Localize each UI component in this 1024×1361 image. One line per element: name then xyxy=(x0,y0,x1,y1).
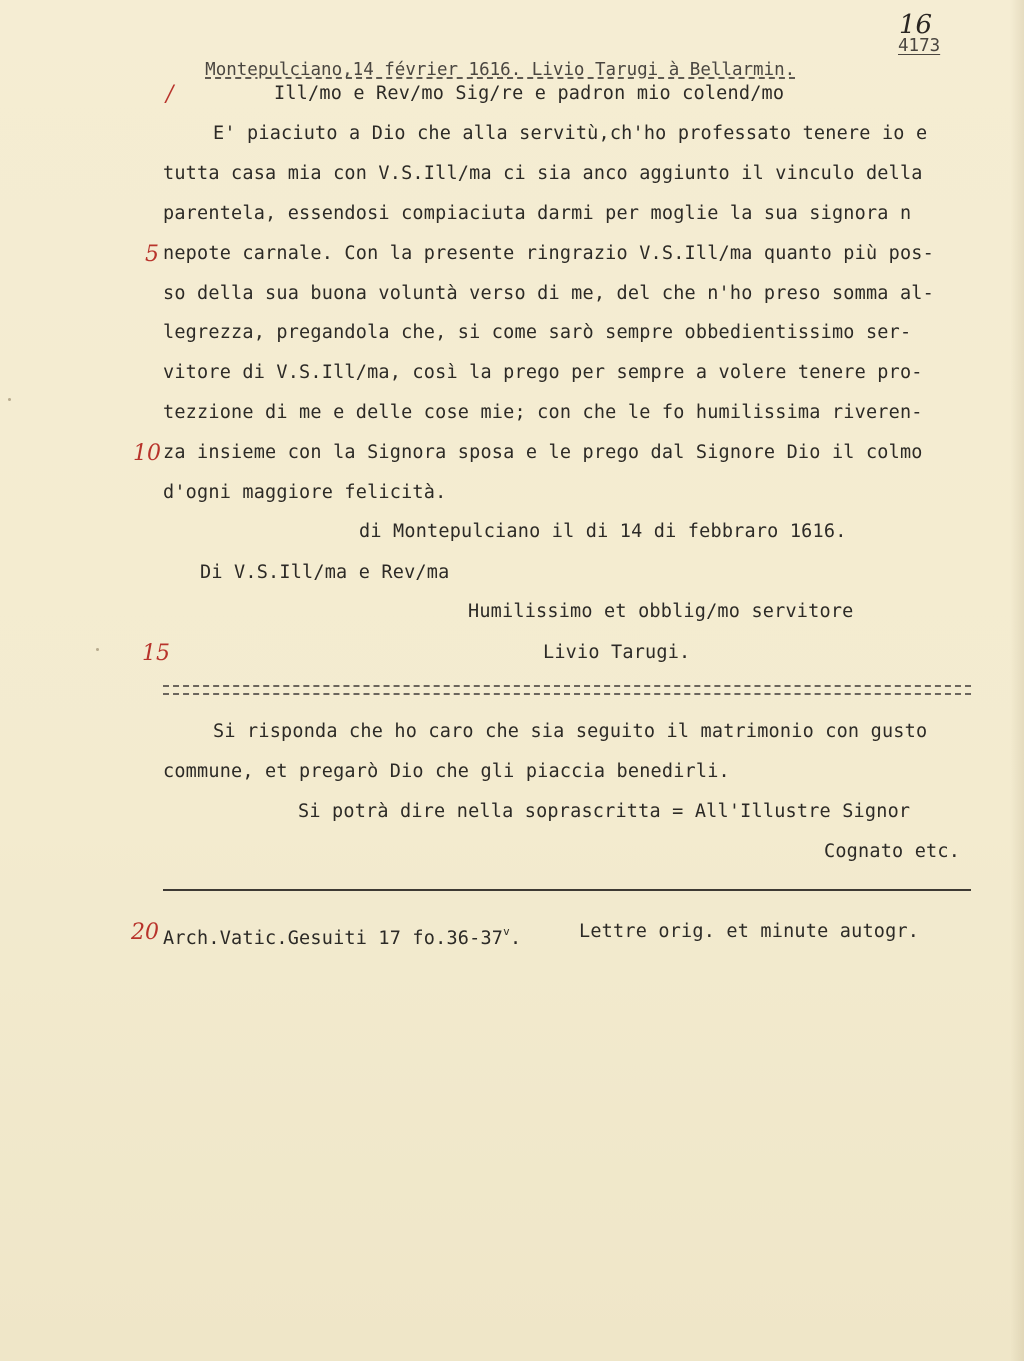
footnote-source-end: . xyxy=(509,928,522,949)
margin-number-15: 15 xyxy=(142,641,170,666)
margin-number-5: 5 xyxy=(145,242,159,267)
letter-line-1: E' piaciuto a Dio che alla servitù,ch'ho professato tenere io e xyxy=(213,123,928,144)
margin-number-20: 20 xyxy=(131,920,159,945)
signature-name: Livio Tarugi. xyxy=(543,642,691,663)
paper-speck xyxy=(8,398,11,401)
paper-speck xyxy=(96,648,99,651)
letter-line-4: nepote carnale. Con la presente ringrazio V.S.Ill/ma quanto più pos- xyxy=(163,243,934,264)
footnote-superscript: v xyxy=(503,925,510,938)
footnote-source xyxy=(163,920,521,951)
reply-line-3: Si potrà dire nella soprascritta = All'Illustre Signor xyxy=(298,801,911,822)
letter-line-2: tutta casa mia con V.S.Ill/ma ci sia anco aggiunto il vinculo della xyxy=(163,163,923,184)
reply-line-2: commune, et pregarò Dio che gli piaccia benedirli. xyxy=(163,761,730,782)
page-edge-shadow xyxy=(1010,0,1024,1361)
footnote-source-text: Arch.Vatic.Gesuiti 17 fo.36-37 xyxy=(163,928,504,949)
footnote-note: Lettre orig. et minute autogr. xyxy=(579,921,920,942)
header-page-number: 4173 xyxy=(898,36,941,56)
margin-number-10: 10 xyxy=(133,441,161,466)
letter-line-3: parentela, essendosi compiaciuta darmi per moglie la sua signora n xyxy=(163,203,912,224)
letter-line-9: za insieme con la Signora sposa e le prego dal Signore Dio il colmo xyxy=(163,442,923,463)
letter-line-8: tezzione di me e delle cose mie; con che le fo humilissima riveren- xyxy=(163,402,923,423)
margin-number-1: / xyxy=(166,82,174,107)
reply-line-1: Si risponda che ho caro che sia seguito il matrimonio con gusto xyxy=(213,721,928,742)
footnote-divider xyxy=(163,889,971,891)
handwritten-page-number: 16 xyxy=(899,10,933,40)
letter-line-10: d'ogni maggiore felicità. xyxy=(163,482,447,503)
double-divider xyxy=(163,685,971,695)
letter-line-5: so della sua buona voluntà verso di me, del che n'ho preso somma al- xyxy=(163,283,934,304)
letter-salutation: Ill/mo e Rev/mo Sig/re e padron mio colend/mo xyxy=(274,83,785,104)
letter-closing: Di V.S.Ill/ma e Rev/ma xyxy=(200,562,450,583)
reply-line-4: Cognato etc. xyxy=(824,841,961,862)
signature-title: Humilissimo et obblig/mo servitore xyxy=(468,601,854,622)
letter-date-line: di Montepulciano il di 14 di febbraro 1616. xyxy=(359,521,847,542)
header-title: Montepulciano,14 février 1616. Livio Tarugi à Bellarmin. xyxy=(205,60,796,80)
letter-line-6: legrezza, pregandola che, si come sarò sempre obbedientissimo ser- xyxy=(163,322,912,343)
letter-line-7: vitore di V.S.Ill/ma, così la prego per sempre a volere tenere pro- xyxy=(163,362,923,383)
